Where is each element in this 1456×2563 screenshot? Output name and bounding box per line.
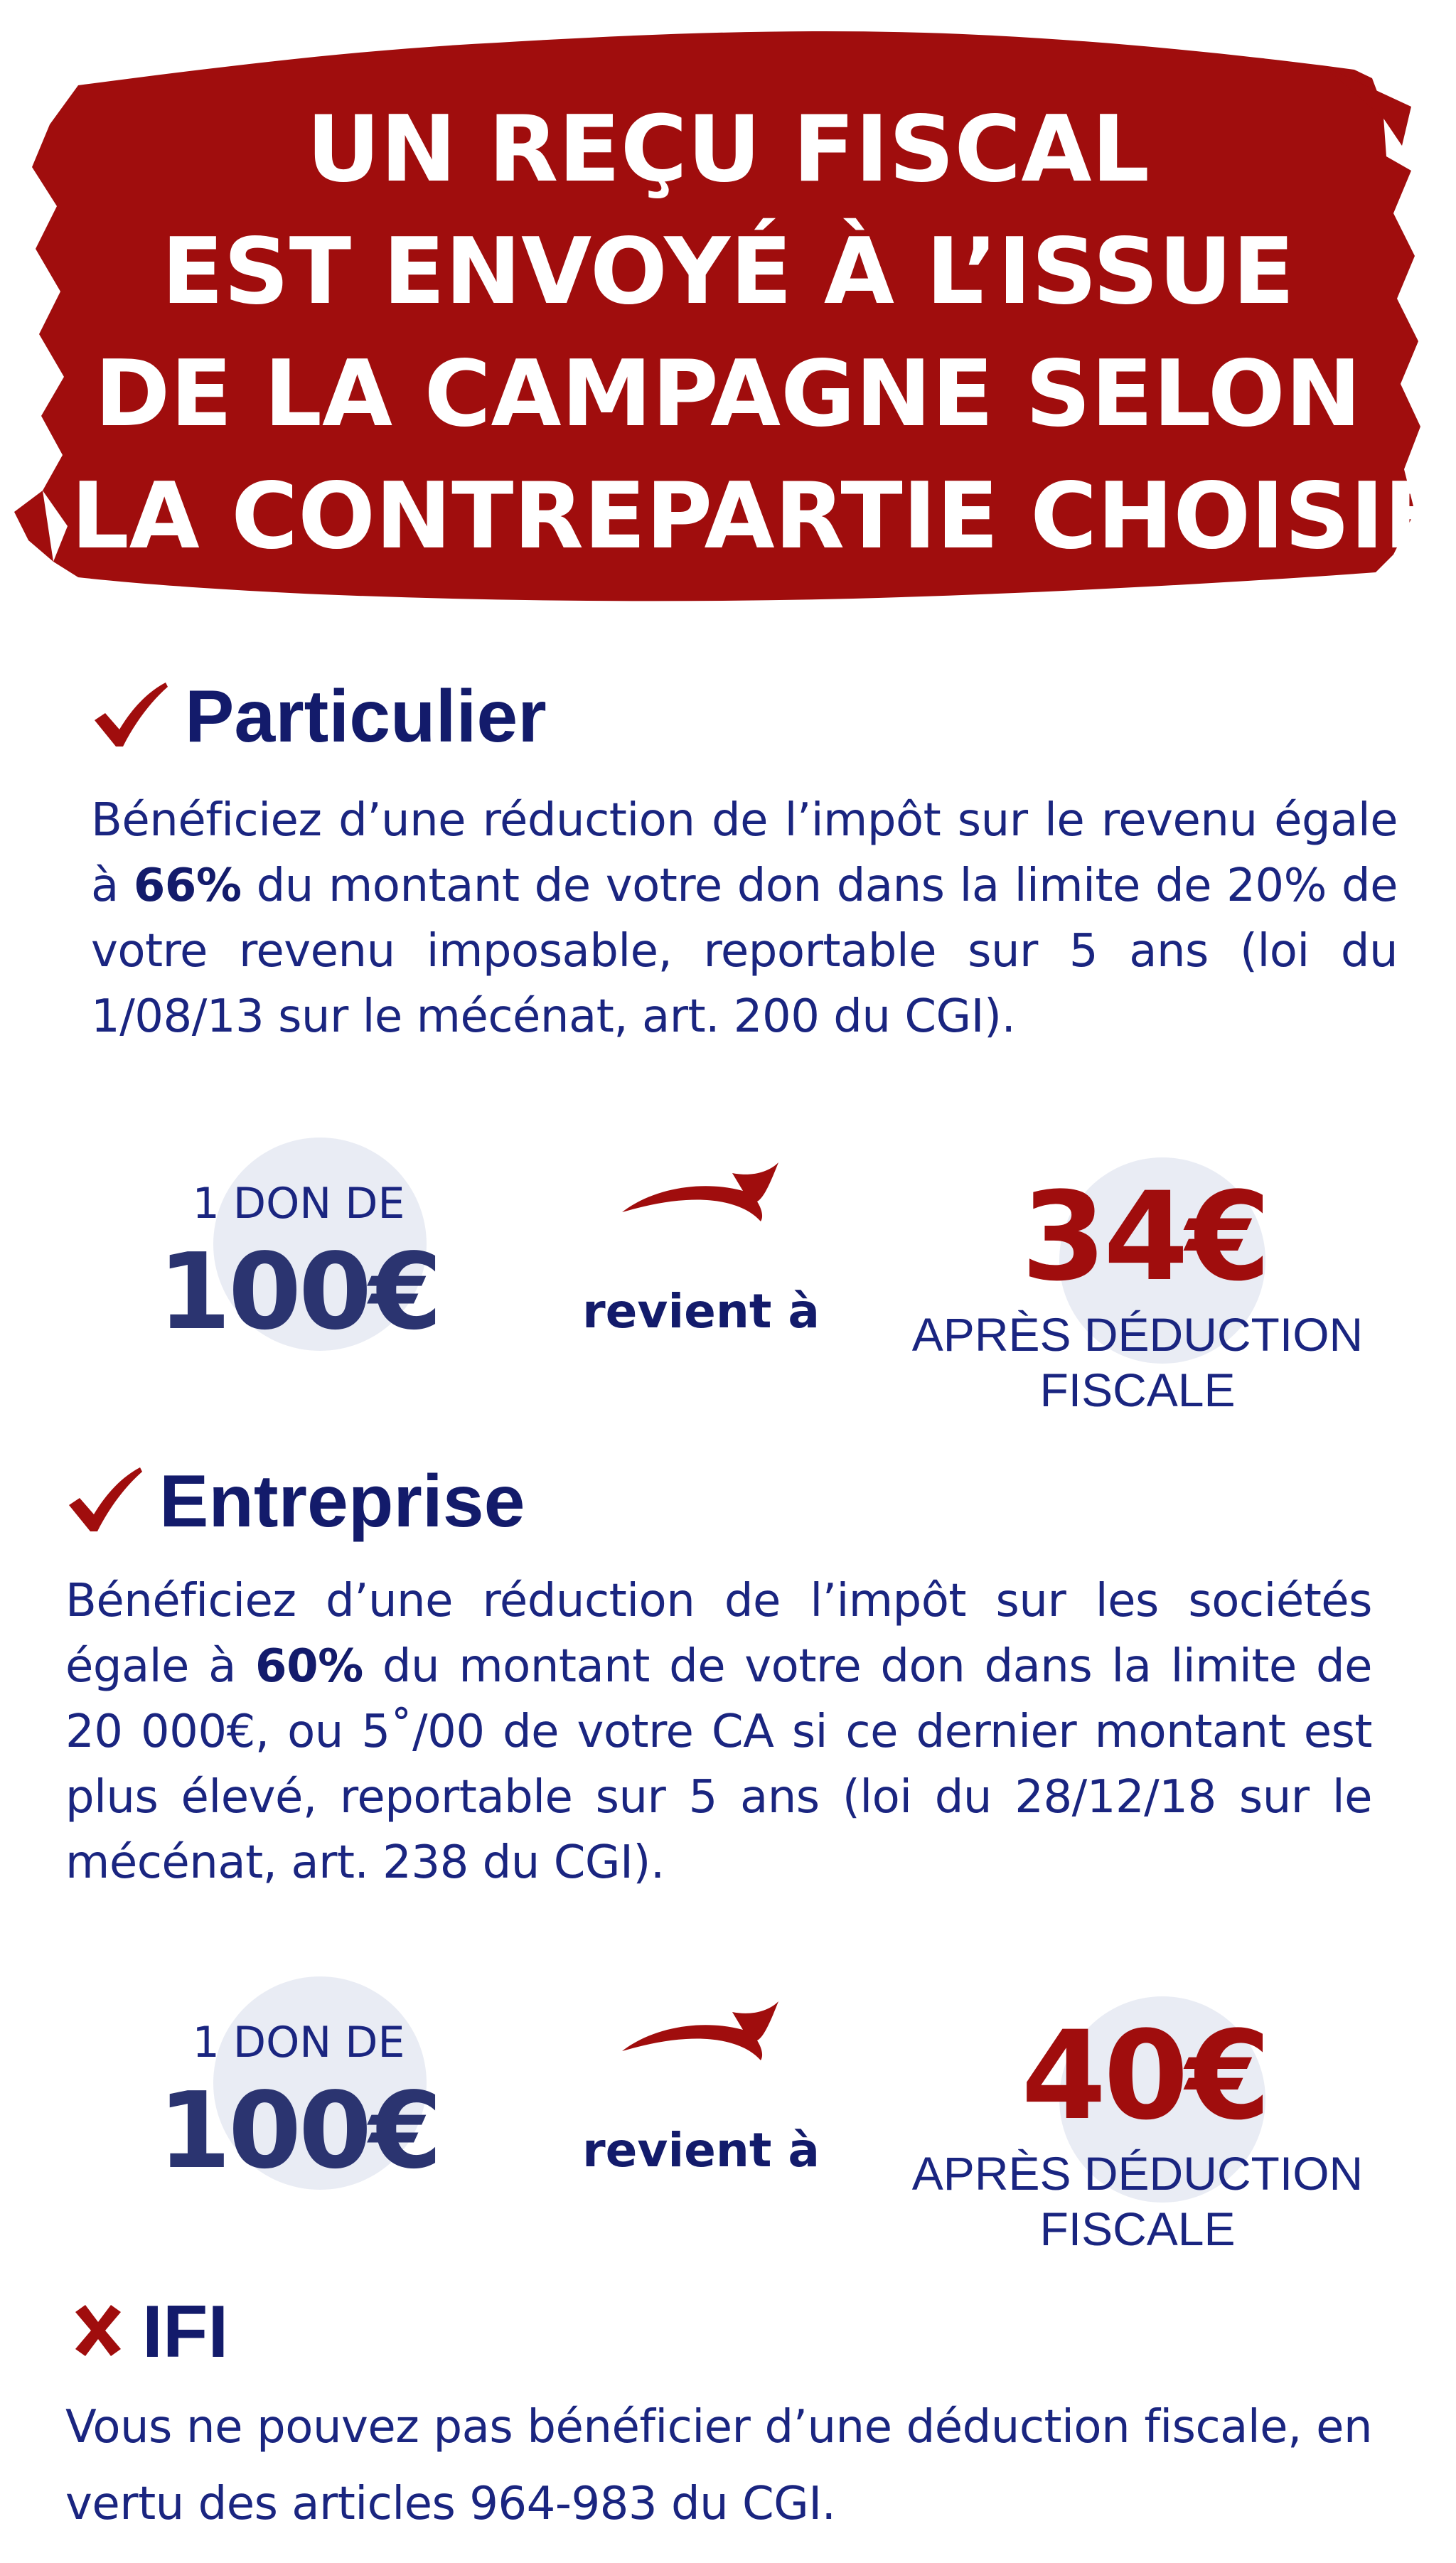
- result-amount: 40€: [1021, 2004, 1268, 2147]
- curved-arrow-icon: [619, 1998, 782, 2062]
- checkmark-icon: [91, 681, 169, 752]
- ifi-title: IFI: [142, 2291, 229, 2373]
- particulier-description: [91, 788, 1398, 1049]
- don-amount: 100€: [158, 1231, 439, 1353]
- particulier-title: Particulier: [185, 675, 547, 758]
- after-deduction-line-1: APRÈS DÉDUCTION: [911, 1308, 1364, 1361]
- checkmark-icon: [65, 1466, 144, 1537]
- revient-label: revient à: [582, 2123, 820, 2178]
- section-heading-particulier: [91, 674, 547, 759]
- banner-line-4: LA CONTREPARTIE CHOISIE: [71, 464, 1446, 569]
- after-deduction-line-2: FISCALE: [1039, 1364, 1236, 1416]
- section-heading-ifi: [70, 2289, 228, 2375]
- particulier-text-after: du montant de votre don dans la limite de 20% de votre revenu imposable, reportable sur 5 ans (loi du 1/08/13 sur le mécénat, art. 200 du CGI).: [91, 860, 1398, 1043]
- after-deduction-line-2: FISCALE: [1039, 2203, 1236, 2255]
- don-amount: 100€: [158, 2070, 439, 2192]
- particulier-text-before: Bénéficiez d’une réduction de l’impôt sur le revenu égale à: [91, 794, 1398, 912]
- banner-line-1: UN REÇU FISCAL: [306, 97, 1150, 203]
- header-banner: [0, 0, 1456, 640]
- after-deduction-line-1: APRÈS DÉDUCTION: [911, 2147, 1364, 2200]
- result-amount: 34€: [1021, 1165, 1268, 1308]
- curved-arrow-icon: [619, 1159, 782, 1223]
- entreprise-text-before: Bénéficiez d’une réduction de l’impôt sur les sociétés égale à: [65, 1575, 1372, 1693]
- ifi-description: Vous ne pouvez pas bénéficier d’une déduction fiscale, en vertu des articles 964-983 du CGI.: [65, 2401, 1372, 2530]
- don-label: 1 DON DE: [192, 2018, 405, 2067]
- banner-line-2: EST ENVOYÉ À L’ISSUE: [161, 219, 1295, 325]
- particulier-percentage: 66%: [133, 860, 242, 912]
- section-heading-entreprise: [65, 1459, 525, 1544]
- banner-title: [71, 89, 1446, 578]
- banner-line-3: DE LA CAMPAGNE SELON: [95, 341, 1361, 447]
- revient-label: revient à: [582, 1284, 820, 1339]
- don-label: 1 DON DE: [192, 1179, 405, 1229]
- particulier-example: [0, 1138, 1456, 1436]
- entreprise-example: [0, 1976, 1456, 2275]
- entreprise-text-after: du montant de votre don dans la limite de 20 000€, ou 5˚/00 de votre CA si ce dernier montant est plus élevé, reportable sur 5 ans (loi du 28/12/18 sur le mécénat, art. 238 du CGI).: [65, 1640, 1373, 1889]
- entreprise-percentage: 60%: [255, 1640, 363, 1693]
- entreprise-description: [65, 1568, 1372, 1895]
- entreprise-title: Entreprise: [159, 1460, 525, 1543]
- cross-icon: [70, 2302, 127, 2363]
